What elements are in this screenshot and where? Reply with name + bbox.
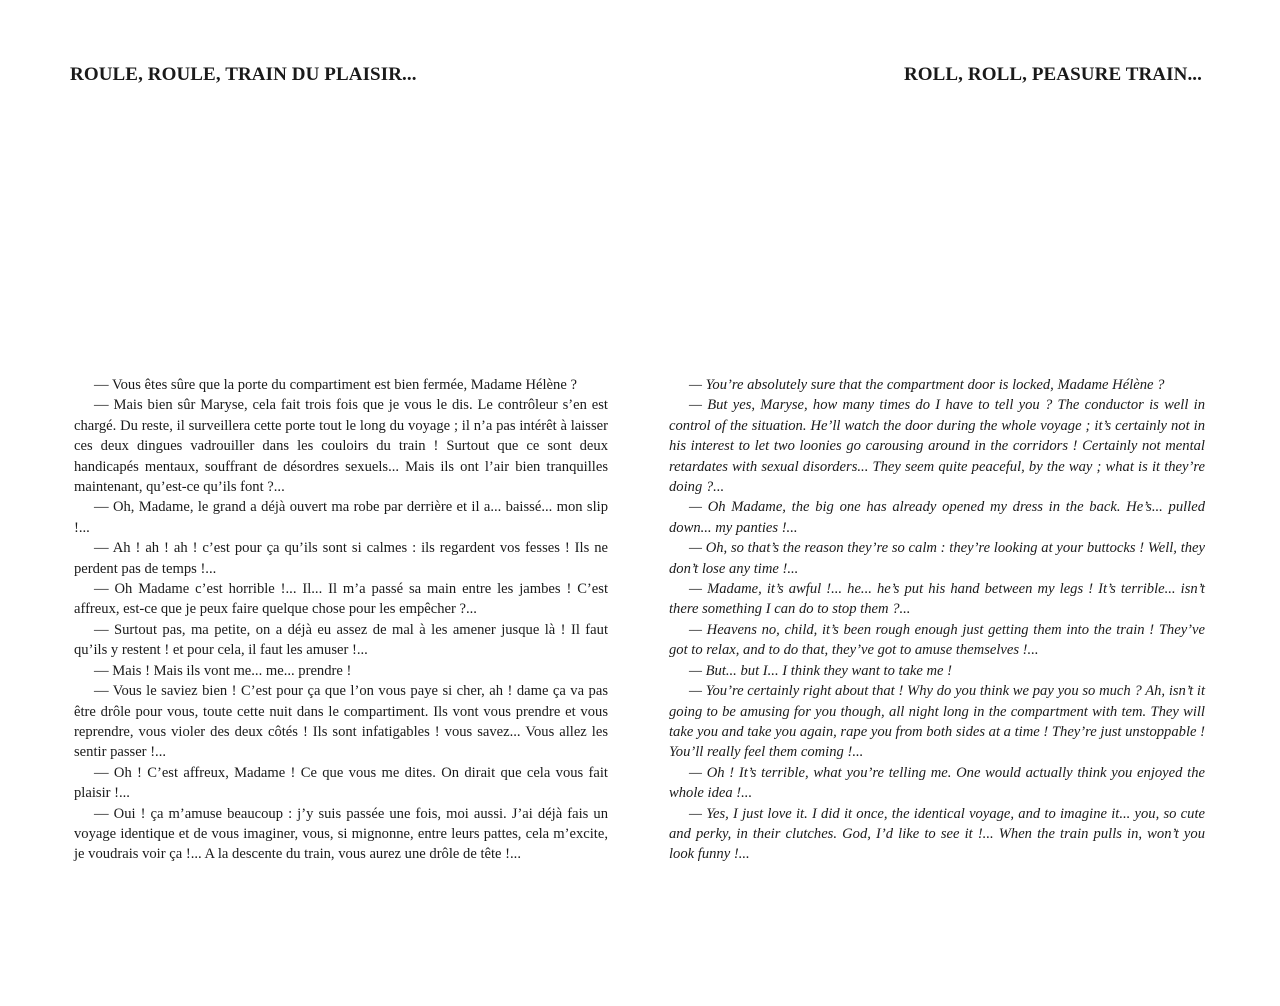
paragraph: — Surtout pas, ma petite, on a déjà eu assez de mal à les amener jusque là ! Il faut qu’ils y restent ! et pour cela, il faut les amuser !...	[74, 621, 608, 659]
paragraph: — Oh, so that’s the reason they’re so calm : they’re looking at your buttocks ! Well, they don’t lose any time !...	[669, 540, 1205, 577]
left-page-title: ROULE, ROULE, TRAIN DU PLAISIR...	[70, 64, 417, 85]
paragraph: — Oh, Madame, le grand a déjà ouvert ma robe par derrière et il a... baissé... mon slip !...	[74, 499, 608, 536]
paragraph: — Ah ! ah ! ah ! c’est pour ça qu’ils sont si calmes : ils regardent vos fesses ! Ils ne perdent pas de temps !...	[74, 540, 608, 577]
paragraph: — Vous êtes sûre que la porte du compartiment est bien fermée, Madame Hélène ?	[94, 377, 577, 393]
paragraph: — But... but I... I think they want to take me !	[689, 662, 953, 679]
paragraph: — Madame, it’s awful !... he... he’s put his hand between my legs ! It’s terrible... isn’t there something I can do to stop them ?...	[669, 581, 1205, 618]
paragraph: — You’re certainly right about that ! Why do you think we pay you so much ? Ah, isn’t it going to be amusing for you though, all night long in the compartment with tem. They will take you and take you again, rape you from both sides at a time ! They’re just unstoppable ! You’ll really feel them coming !...	[669, 683, 1205, 761]
paragraph: — Yes, I just love it. I did it once, the identical voyage, and to imagine it... you, so cute and perky, in their clutches. God, I’d like to see it !... When the train pulls in, won’t you look funny !...	[669, 805, 1205, 863]
paragraph: — Vous le saviez bien ! C’est pour ça que l’on vous paye si cher, ah ! dame ça va pas être drôle pour vous, toute cette nuit dans le compartiment. Ils vont vous prendre et vous reprendre, vous violer des deux côtés ! Ils sont infatigables ! vous savez... Vous allez les sentir passer !...	[74, 683, 608, 761]
paragraph: — Oui ! ça m’amuse beaucoup : j’y suis passée une fois, moi aussi. J’ai déjà fais un voyage identique et de vous imaginer, vous, si mignonne, entre leurs pattes, cela m’excite, je voudrais voir ça !... A la descente du train, vous aurez une drôle de tête !...	[74, 805, 608, 863]
right-page-title: ROLL, ROLL, PEASURE TRAIN...	[903, 64, 1202, 85]
paragraph: — Mais bien sûr Maryse, cela fait trois fois que je vous le dis. Le contrôleur s’en est chargé. Du reste, il surveillera cette porte tout le long du voyage ; il n’a pas intérêt à laisser ces deux dingues vadrouiller dans les couloirs du train ! Surtout que ce sont deux handicapés mentaux, souffrant de désordres sexuels... Mais ils ont l’air bien tranquilles maintenant, qu’est-ce qu’ils font ?...	[74, 397, 608, 496]
paragraph: — Oh ! C’est affreux, Madame ! Ce que vous me dites. On dirait que cela vous fait plaisir !...	[74, 764, 608, 802]
paragraph: — Oh Madame c’est horrible !... Il... Il m’a passé sa main entre les jambes ! C’est affreux, est-ce que je peux faire quelque chose pour les empêcher ?...	[74, 581, 608, 618]
right-page-text	[669, 375, 1205, 865]
left-page-text	[74, 375, 608, 865]
paragraph: — Oh ! It’s terrible, what you’re telling me. One would actually think you enjoyed the whole idea !...	[669, 764, 1205, 802]
paragraph: — Oh Madame, the big one has already opened my dress in the back. He’s... pulled down... my panties !...	[669, 499, 1205, 536]
paragraph: — You’re absolutely sure that the compartment door is locked, Madame Hélène ?	[689, 377, 1165, 393]
paragraph: — Mais ! Mais ils vont me... me... prendre !	[94, 662, 352, 679]
paragraph: — Heavens no, child, it’s been rough enough just getting them into the train ! They’ve got to relax, and to do that, they’ve got to amuse themselves !...	[669, 621, 1205, 659]
paragraph: — But yes, Maryse, how many times do I have to tell you ? The conductor is well in control of the situation. He’ll watch the door during the whole voyage ; it’s certainly not in his interest to let two loonies go carousing around in the corridors ! Certainly not mental retardates with sexual disorders... They seem quite peaceful, by the way ; what is it they’re doing ?...	[669, 397, 1205, 496]
